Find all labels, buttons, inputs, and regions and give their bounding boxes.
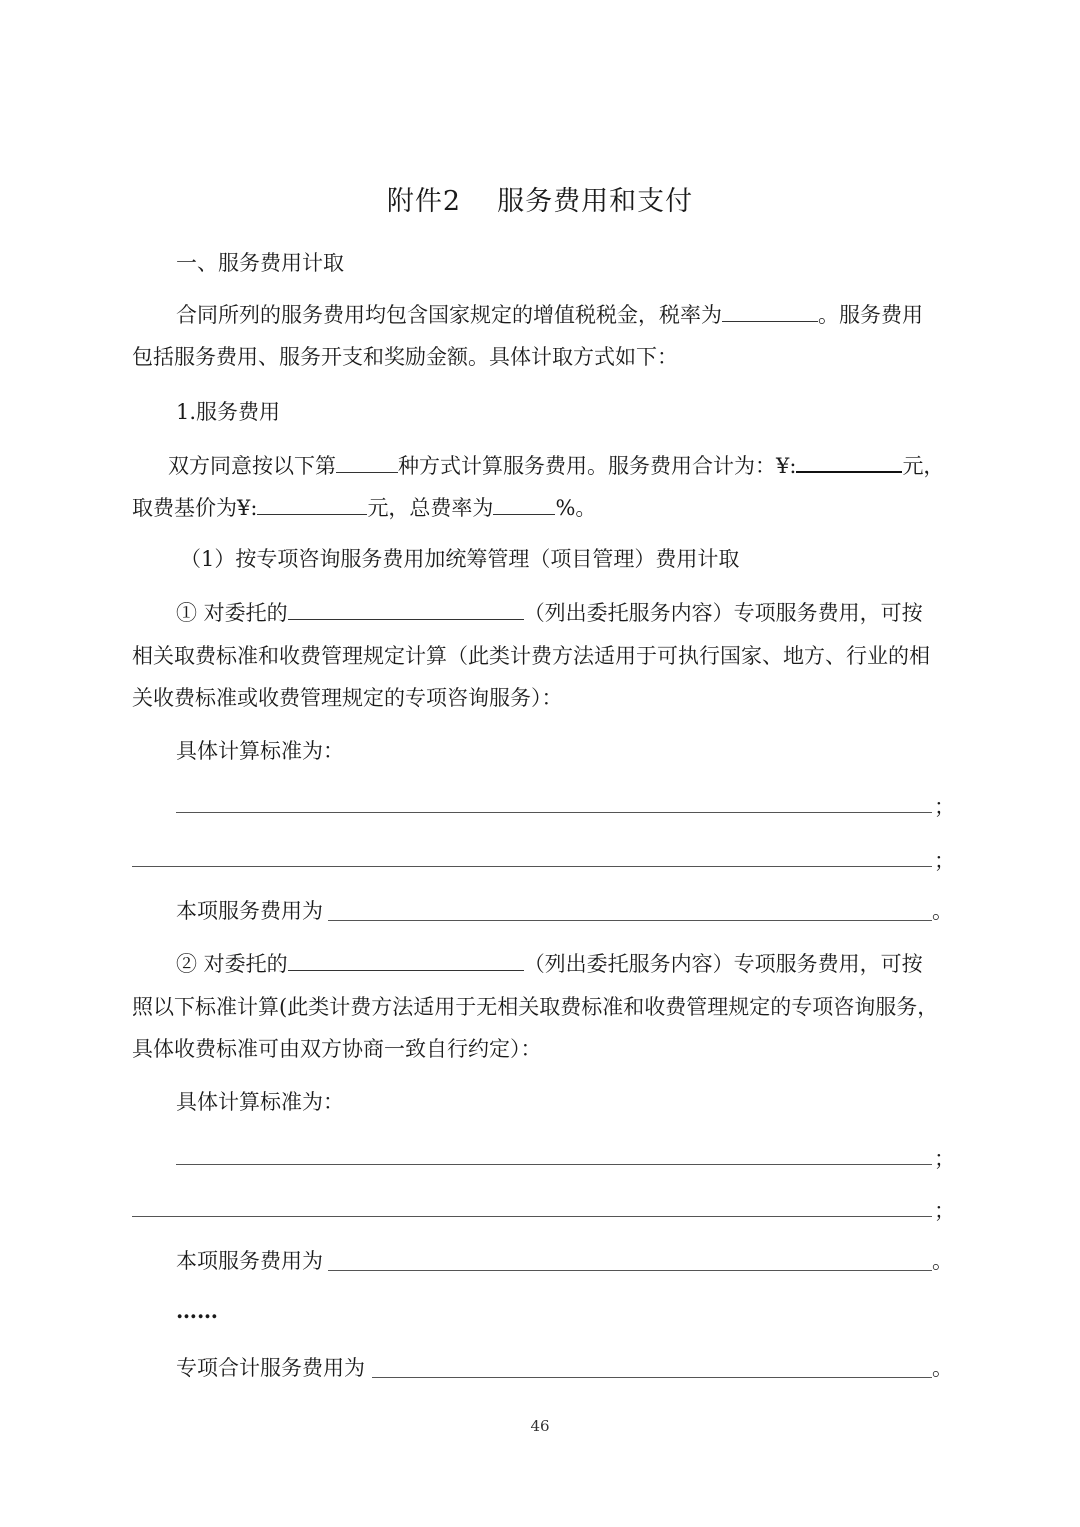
entry1-line-1: ① 对委托的 （列出委托服务内容）专项服务费用，可按	[176, 597, 923, 628]
page-number: 46	[530, 1417, 550, 1435]
entry1-line-2: 相关取费标准和收费管理规定计算（此类计费方法适用于可执行国家、地方、行业的相	[132, 644, 930, 668]
base-price-field[interactable]	[257, 492, 367, 515]
entry1-period: 。	[932, 899, 953, 923]
entry2-semicolon-2: ；	[934, 1199, 955, 1223]
total-special-fee-field[interactable]	[372, 1377, 932, 1378]
entry2-fee-label: 本项服务费用为	[176, 1249, 323, 1273]
total-fee-field[interactable]	[796, 449, 902, 473]
fee-rate-field[interactable]	[493, 492, 555, 515]
entry2-line-1: ② 对委托的 （列出委托服务内容）专项服务费用，可按	[176, 948, 923, 979]
entry1-calc-line-1[interactable]	[176, 812, 932, 813]
entry1-semicolon-2: ；	[934, 849, 955, 873]
entry2-calc-line-2[interactable]	[132, 1216, 932, 1217]
entry1-fee-label: 本项服务费用为	[176, 899, 323, 923]
entry2-period: 。	[932, 1249, 953, 1273]
entry2-service-field[interactable]	[288, 948, 524, 971]
entry1-service-field[interactable]	[288, 597, 524, 620]
entry2-fee-field[interactable]	[328, 1270, 932, 1271]
item-heading: 1.服务费用	[176, 400, 281, 424]
method-number-field[interactable]	[336, 450, 398, 473]
tax-rate-field[interactable]	[722, 299, 818, 322]
ellipsis: ……	[176, 1298, 218, 1323]
entry1-line-3: 关收费标准或收费管理规定的专项咨询服务）：	[132, 686, 563, 710]
entry1-calc-line-2[interactable]	[132, 866, 932, 867]
entry2-semicolon-1: ；	[934, 1147, 955, 1171]
entry1-fee-field[interactable]	[328, 920, 932, 921]
page-title	[0, 184, 1080, 220]
method-line-1: 双方同意按以下第 种方式计算服务费用。服务费用合计为：¥: 元，	[168, 449, 944, 481]
method-line-2: 取费基价为¥: 元，总费率为 %。	[132, 492, 596, 523]
entry2-line-3: 具体收费标准可由双方协商一致自行约定）：	[132, 1037, 542, 1061]
entry2-calc-line-1[interactable]	[176, 1164, 932, 1165]
entry1-calc-label: 具体计算标准为：	[176, 739, 344, 763]
total-fee-label: 专项合计服务费用为	[176, 1356, 365, 1380]
title-prefix: 附件2	[386, 186, 462, 217]
intro-line-2: 包括服务费用、服务开支和奖励金额。具体计取方式如下：	[132, 345, 678, 369]
intro-line-1: 合同所列的服务费用均包含国家规定的增值税税金，税率为 。服务费用	[176, 299, 923, 330]
entry1-semicolon-1: ；	[934, 795, 955, 819]
section-heading: 一、服务费用计取	[176, 251, 344, 275]
title-main: 服务费用和支付	[497, 186, 694, 217]
total-period: 。	[932, 1356, 953, 1380]
entry2-line-2: 照以下标准计算(此类计费方法适用于无相关取费标准和收费管理规定的专项咨询服务，	[132, 995, 939, 1019]
subsection-heading: （1）按专项咨询服务费用加统筹管理（项目管理）费用计取	[180, 547, 740, 571]
entry2-calc-label: 具体计算标准为：	[176, 1090, 344, 1114]
